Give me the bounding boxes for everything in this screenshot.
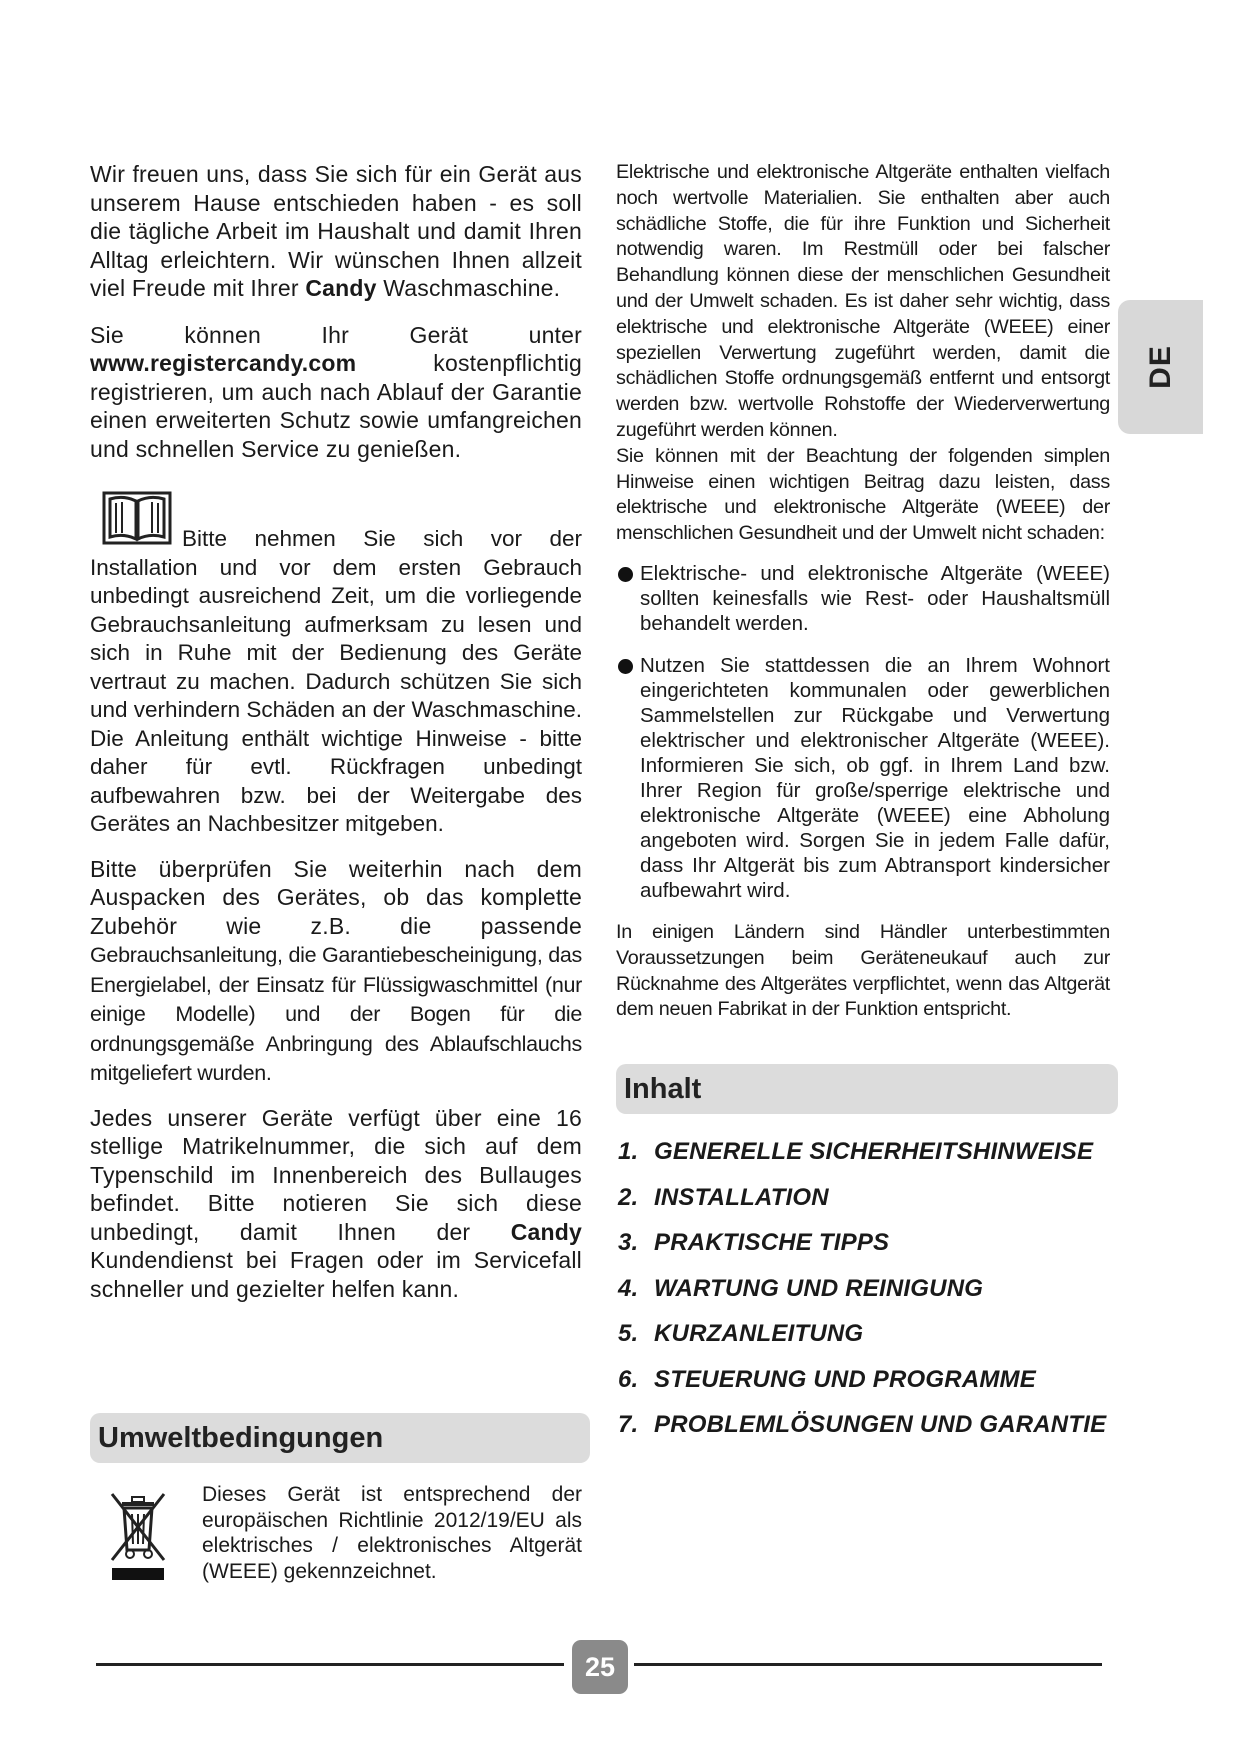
- toc-number: 1.: [618, 1138, 639, 1165]
- manual-note: [90, 489, 582, 839]
- language-tab-label: DE: [1143, 345, 1177, 389]
- weee-bullet-list: [616, 561, 1110, 903]
- unpack-text-end: Gebrauchsanleitung, die Garantiebescheinigung, das Energielabel, der Einsatz für Flüssigwaschmittel (nur einige Modelle) und der Bogen für die ordnungsgemäße Anbringung des Ablaufschlauchs mitgeliefert wurden.: [90, 943, 582, 1085]
- language-tab: [1118, 300, 1203, 434]
- toc-number: 2.: [618, 1183, 639, 1211]
- unpack-paragraph: [90, 855, 582, 1088]
- toc-number: 4.: [618, 1274, 639, 1302]
- brand-name: Candy: [305, 275, 377, 301]
- weee-text: Dieses Gerät ist entsprechend der europäischen Richtlinie 2012/19/EU als elektrisches / elektronisches Altgerät (WEEE) gekennzeichnet.: [202, 1483, 582, 1583]
- toc-title: WARTUNG UND REINIGUNG: [654, 1274, 984, 1302]
- toc-number: 7.: [618, 1411, 639, 1438]
- right-column: [616, 160, 1110, 1023]
- toc-item[interactable]: [618, 1364, 1118, 1410]
- table-of-contents: [618, 1136, 1118, 1455]
- manual-note-body: Bitte nehmen Sie sich vor der Installation und vor dem ersten Gebrauch unbedingt ausreichend Zeit, um die vorliegende Gebrauchsanleitung aufmerksam zu lesen und sich in Ruhe mit der Bedienung des Geräte vertraut zu machen. Dadurch schützen Sie sich und verhindern Schäden an der Waschmaschine. Die Anleitung enthält wichtige Hinweise - bitte daher für evtl. Rückfragen unbedingt aufbewahren bzw. bei der Weitergabe des Gerätes an Nachbesitzer mitgeben.: [90, 526, 582, 836]
- toc-title: INSTALLATION: [654, 1183, 829, 1211]
- footer-rule-left: [96, 1663, 564, 1666]
- toc-item[interactable]: [618, 1318, 1118, 1364]
- bullet-item: Nutzen Sie stattdessen die an Ihrem Wohnort eingerichteten kommunalen oder gewerblichen Sammelstellen zur Rückgabe und Verwertung elektrischer und elektronischer Altgeräte (WEEE). Informieren Sie sich, ob ggf. in Ihrem Land bzw. Ihrer Region für große/sperrige elektrische und elektronische Altgeräte (WEEE) eine Abholung angeboten wird. Sorgen Sie in jedem Falle dafür, dass Ihr Altgerät bis zum Abtransport kindersicher aufbewahrt wird.: [616, 653, 1110, 903]
- register-url: www.registercandy.com: [90, 350, 357, 376]
- toc-number: 6.: [618, 1365, 639, 1393]
- inhalt-heading: [616, 1064, 1118, 1114]
- toc-number: 5.: [618, 1320, 639, 1347]
- crossed-bin-icon: [108, 1488, 168, 1582]
- serial-text-end: Kundendienst bei Fragen oder im Servicefall schneller und gezielter helfen kann.: [90, 1247, 582, 1302]
- weee-info-paragraph: Elektrische und elektronische Altgeräte enthalten vielfach noch wertvolle Materialien. Sie enthalten aber auch schädliche Stoffe, die für ihre Funktion und Sicherheit notwendig waren. Im Restmüll oder bei falscher Behandlung können diese der menschlichen Gesundheit und der Umwelt schaden. Es ist daher sehr wichtig, dass elektrische und elektronische Altgeräte (WEEE) einer speziellen Verwertung zugeführt werden, damit die schädlichen Stoffe ordnungsgemäß entfernt und entsorgt werden bzw. wertvolle Rohstoffe der Wiederverwertung zugeführt werden können.: [616, 161, 1110, 441]
- book-icon: [102, 489, 172, 547]
- toc-title: PRAKTISCHE TIPPS: [654, 1229, 890, 1256]
- dealer-return-paragraph: In einigen Ländern sind Händler unterbestimmten Voraussetzungen beim Geräteneukauf auch zur Rücknahme des Altgerätes verpflichtet, wenn das Altgerät dem neuen Fabrikat in der Funktion entspricht.: [616, 920, 1110, 1021]
- footer-rule-right: [634, 1663, 1102, 1666]
- toc-item[interactable]: [618, 1227, 1118, 1273]
- toc-item[interactable]: [618, 1409, 1118, 1455]
- toc-number: 3.: [618, 1229, 639, 1256]
- toc-title: KURZANLEITUNG: [654, 1320, 864, 1347]
- unpack-text: Bitte überprüfen Sie weiterhin nach dem Auspacken des Gerätes, ob das komplette Zubehör wie z.B. die passende: [90, 855, 582, 939]
- inhalt-heading-text: Inhalt: [624, 1072, 702, 1105]
- serial-paragraph: [90, 1104, 582, 1304]
- bullet-item: Elektrische- und elektronische Altgeräte (WEEE) sollten keinesfalls wie Rest- oder Haushaltsmüll behandelt werden.: [616, 561, 1110, 636]
- toc-item[interactable]: [618, 1273, 1118, 1319]
- toc-item[interactable]: [618, 1136, 1118, 1182]
- toc-title: PROBLEMLÖSUNGEN UND GARANTIE: [654, 1411, 1107, 1438]
- register-text: Sie können Ihr Gerät unter: [90, 321, 582, 348]
- toc-item[interactable]: [618, 1182, 1118, 1228]
- page-number: 25: [572, 1640, 628, 1694]
- serial-text: Jedes unserer Geräte verfügt über eine 16 stellige Matrikelnummer, die sich auf dem Typenschild im Innenbereich des Bullauges befindet. Bitte notieren Sie sich diese unbedingt, damit Ihnen der: [90, 1104, 582, 1245]
- umwelt-heading-text: Umweltbedingungen: [98, 1421, 384, 1454]
- umwelt-heading: [90, 1413, 590, 1463]
- register-paragraph: [90, 321, 582, 464]
- intro-text: Wir freuen uns, dass Sie sich für ein Gerät aus unserem Hause entschieden haben - es soll die tägliche Arbeit im Haushalt und damit Ihren Alltag erleichtern. Wir wünschen Ihnen allzeit viel Freude mit Ihrer: [90, 161, 582, 301]
- register-text-end: kostenpflichtig registrieren, um auch nach Ablauf der Garantie einen erweiterten Schutz sowie umfangreichen und schnellen Service zu genießen.: [90, 350, 582, 462]
- brand-name-serial: Candy: [510, 1218, 582, 1245]
- weee-hints-paragraph: Sie können mit der Beachtung der folgenden simplen Hinweise einen wichtigen Beitrag dazu leisten, dass elektrische und elektronische Altgeräte (WEEE) der menschlichen Gesundheit und der Umwelt nicht schaden:: [616, 444, 1110, 545]
- left-column: [90, 160, 582, 1303]
- toc-title: STEUERUNG UND PROGRAMME: [654, 1365, 1036, 1393]
- toc-title: GENERELLE SICHERHEITSHINWEISE: [654, 1138, 1094, 1165]
- intro-text-end: Waschmaschine.: [376, 275, 561, 301]
- intro-paragraph: [90, 160, 582, 303]
